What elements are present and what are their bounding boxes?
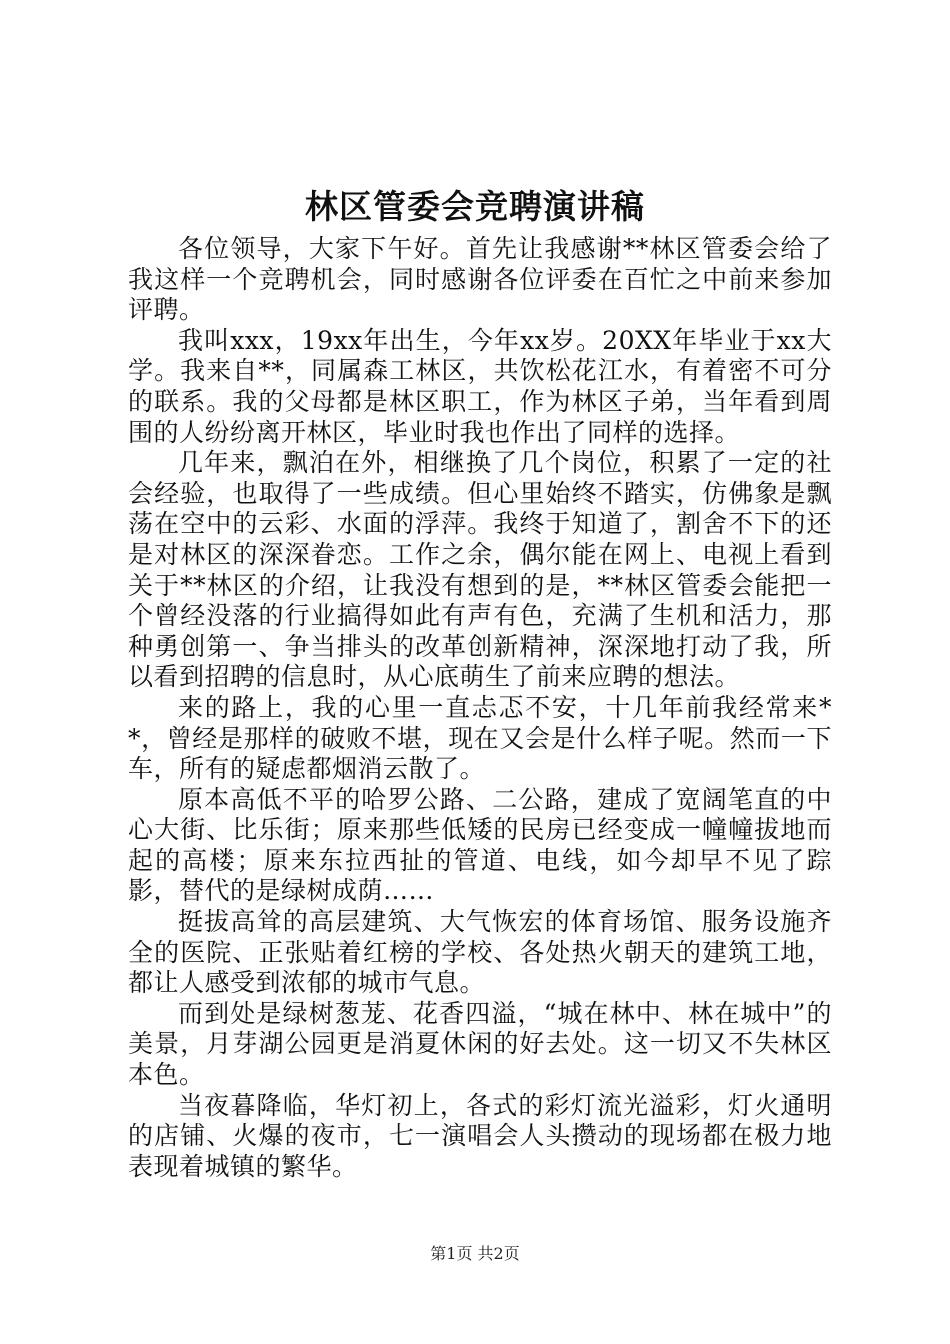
- paragraph-greeting: 各位领导，大家下午好。首先让我感谢**林区管委会给了我这样一个竞聘机会，同时感谢各位评委在百忙之中前来参加评聘。: [128, 234, 832, 325]
- paragraph-roads: 原本高低不平的哈罗公路、二公路，建成了宽阔笔直的中心大街、比乐街；原来那些低矮的民房已经变成一幢幢拔地而起的高楼；原来东拉西扯的管道、电线，如今却早不见了踪影，替代的是绿树成荫……: [128, 784, 832, 906]
- paragraph-night: 当夜暮降临，华灯初上，各式的彩灯流光溢彩，灯火通明的店铺、火爆的夜市，七一演唱会人头攒动的现场都在极力地表现着城镇的繁华。: [128, 1090, 832, 1181]
- document-title: 林区管委会竞聘演讲稿: [305, 187, 645, 226]
- paragraph-buildings: 挺拔高耸的高层建筑、大气恢宏的体育场馆、服务设施齐全的医院、正张贴着红榜的学校、各处热火朝天的建筑工地，都让人感受到浓郁的城市气息。: [128, 907, 832, 998]
- page-number: 第1页 共2页: [430, 1244, 520, 1263]
- paragraph-experience: 几年来，飘泊在外，相继换了几个岗位，积累了一定的社会经验，也取得了一些成绩。但心里始终不踏实，仿佛象是飘荡在空中的云彩、水面的浮萍。我终于知道了，割舍不下的还是对林区的深深眷恋。工作之余，偶尔能在网上、电视上看到关于**林区的介绍，让我没有想到的是，**林区管委会能把一个曾经没落的行业搞得如此有声有色，充满了生机和活力，那种勇创第一、争当排头的改革创新精神，深深地打动了我，所以看到招聘的信息时，从心底萌生了前来应聘的想法。: [128, 448, 832, 692]
- paragraph-arrival: 来的路上，我的心里一直忐忑不安，十几年前我经常来**，曾经是那样的破败不堪，现在又会是什么样子呢。然而一下车，所有的疑虑都烟消云散了。: [128, 692, 832, 784]
- paragraph-scenery: 而到处是绿树葱茏、花香四溢，“城在林中、林在城中”的美景，月芽湖公园更是消夏休闲的好去处。这一切又不失林区本色。: [128, 998, 832, 1090]
- paragraph-introduction: 我叫xxx，19xx年出生，今年xx岁。20XX年毕业于xx大学。我来自**，同属森工林区，共饮松花江水，有着密不可分的联系。我的父母都是林区职工，作为林区子弟，当年看到周围的人纷纷离开林区，毕业时我也作出了同样的选择。: [128, 325, 832, 447]
- document-body: [128, 234, 832, 1182]
